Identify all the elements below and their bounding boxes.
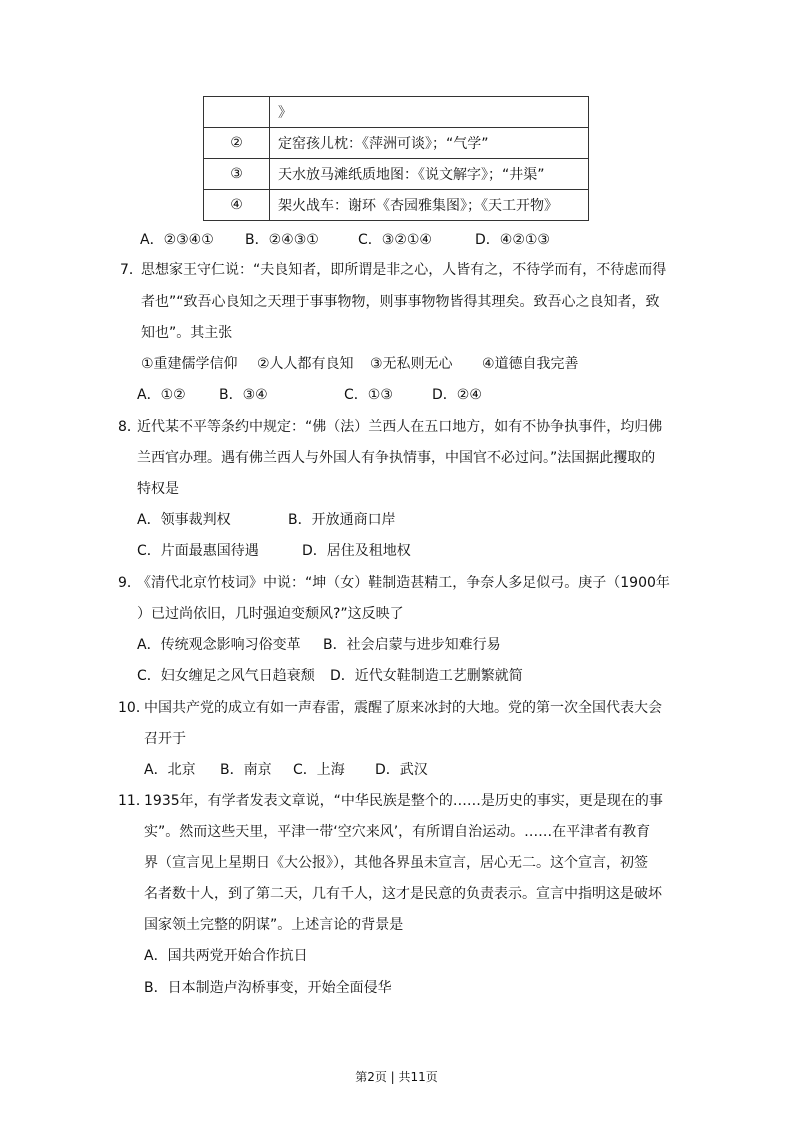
question-text: 中国共产党的成立有如一声春雷，震醒了原来冰封的大地。党的第一次全国代表大会 <box>144 700 662 716</box>
row-number: ④ <box>204 190 270 221</box>
row-number: ③ <box>204 159 270 190</box>
row-text: 定窑孩儿枕：《萍洲可谈》；“气学” <box>270 128 589 159</box>
option: B．南京 <box>220 762 272 778</box>
question-text: 召开于 <box>144 731 186 747</box>
option: A．领事裁判权 <box>137 512 231 528</box>
question-text: 国家领土完整的阴谋”。上述言论的背景是 <box>144 917 404 933</box>
question-number: 8． <box>118 419 141 435</box>
question-text: 知也”。其主张 <box>141 325 233 341</box>
statement-item: ②人人都有良知 <box>257 356 354 372</box>
option: C．片面最惠国待遇 <box>137 543 259 559</box>
question-text: 兰西官办理。遇有佛兰西人与外国人有争执情事，中国官不必过问。”法国据此攫取的 <box>137 450 656 466</box>
statement-item: ④道德自我完善 <box>482 356 579 372</box>
option: B．②④③① <box>245 232 319 248</box>
question-text: 实”。然而这些天里，平津一带‘空穴来风’，有所谓自治运动。……在平津者有教育 <box>144 824 651 840</box>
row-text: 架火战车：谢环《杏园雅集图》；《天工开物》 <box>270 190 589 221</box>
option: B．社会启蒙与进步知难行易 <box>323 637 501 653</box>
answer-table <box>203 96 589 221</box>
question-text: 特权是 <box>137 481 179 497</box>
row-text: 》 <box>270 97 589 128</box>
question-text: 名者数十人，到了第二天，几有千人，这才是民意的负责表示。宣言中指明这是破坏 <box>144 886 662 902</box>
option: A．国共两党开始合作抗日 <box>144 948 308 964</box>
question-text: 思想家王守仁说：“夫良知者，即所谓是非之心，人皆有之，不待学而有，不待虑而得 <box>141 262 667 278</box>
table-row <box>204 97 589 128</box>
option: B．开放通商口岸 <box>288 512 396 528</box>
option: D．近代女鞋制造工艺删繁就简 <box>330 668 523 684</box>
option: B．③④ <box>219 387 268 403</box>
option: C．③②①④ <box>358 232 432 248</box>
option: D．居住及租地权 <box>302 543 411 559</box>
question-text: 1935年，有学者发表文章说，“中华民族是整个的……是历史的事实，更是现在的事 <box>144 793 663 809</box>
option: C．妇女缠足之风气日趋衰颓 <box>137 668 315 684</box>
table-row <box>204 190 589 221</box>
option: A．②③④① <box>140 232 214 248</box>
page-footer: 第2页 | 共11页 <box>355 1070 438 1084</box>
table-row <box>204 128 589 159</box>
option: A．北京 <box>144 762 196 778</box>
option: D．武汉 <box>375 762 428 778</box>
row-text: 天水放马滩纸质地图：《说文解字》；“井渠” <box>270 159 589 190</box>
row-number <box>204 97 270 128</box>
statement-item: ①重建儒学信仰 <box>141 356 238 372</box>
question-number: 7． <box>120 262 143 278</box>
question-text: ）已过尚依旧，几时强迫变颓风?”这反映了 <box>137 606 404 622</box>
question-text: 界（宣言见上星期日《大公报》），其他各界虽未宣言，居心无二。这个宣言，初签 <box>144 855 648 871</box>
option: A．①② <box>137 387 186 403</box>
question-number: 9． <box>118 575 141 591</box>
question-text: 近代某不平等条约中规定：“佛（法）兰西人在五口地方，如有不协争执事件，均归佛 <box>137 419 663 435</box>
question-text: 者也”“致吾心良知之天理于事事物物，则事事物物皆得其理矣。致吾心之良知者，致 <box>141 294 660 310</box>
option: B．日本制造卢沟桥事变，开始全面侵华 <box>144 980 392 996</box>
option: C．上海 <box>293 762 345 778</box>
row-number: ② <box>204 128 270 159</box>
option: D．②④ <box>432 387 482 403</box>
option: D．④②①③ <box>475 232 550 248</box>
question-number: 11． <box>118 793 150 809</box>
question-number: 10． <box>118 700 150 716</box>
statement-item: ③无私则无心 <box>370 356 453 372</box>
table-row <box>204 159 589 190</box>
option: C．①③ <box>344 387 393 403</box>
option: A．传统观念影响习俗变革 <box>137 637 301 653</box>
question-text: 《清代北京竹枝词》中说：“坤（女）鞋制造甚精工，争奈人多足似弓。庚子（1900年 <box>137 575 670 591</box>
